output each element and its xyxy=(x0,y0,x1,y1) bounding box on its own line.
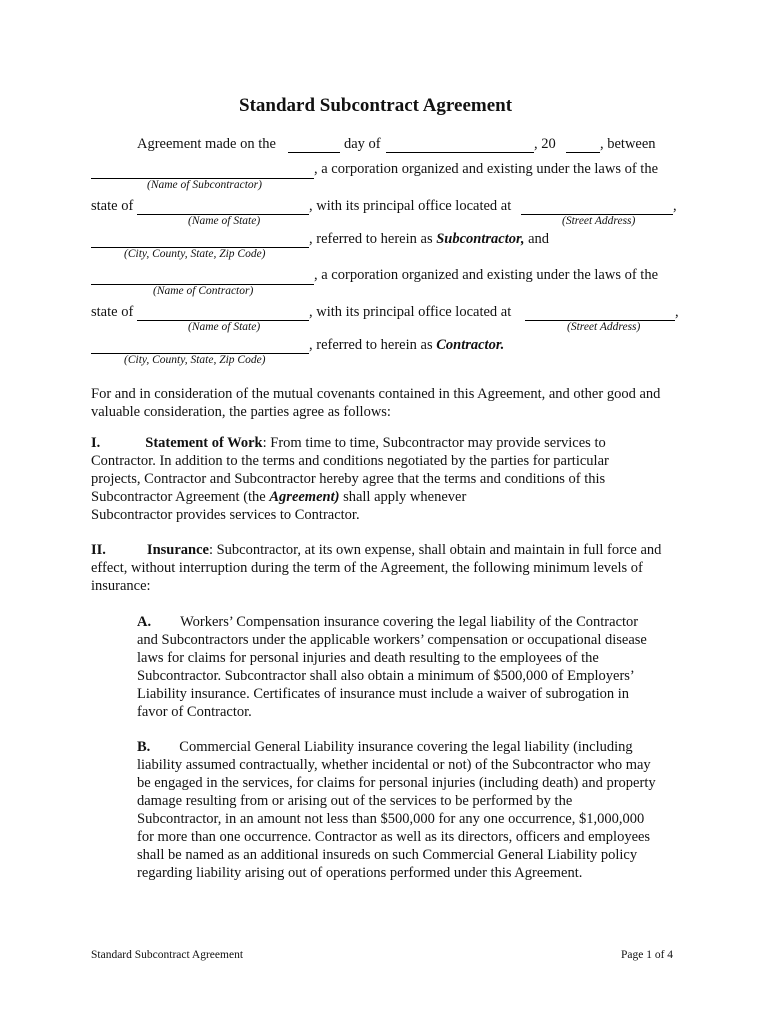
item-b-line1: Commercial General Liability insurance covering the legal liability (including xyxy=(179,739,633,755)
contractor-referred-text: , referred to herein as xyxy=(309,337,433,353)
subcontractor-office-text: , with its principal office located at xyxy=(309,198,512,214)
month-blank[interactable] xyxy=(386,152,534,153)
section1-agreement-term: Agreement) xyxy=(269,489,340,505)
subcontractor-city-caption: (City, County, State, Zip Code) xyxy=(124,248,266,260)
section2-line3: insurance: xyxy=(91,578,151,594)
item-b-line5: Subcontractor, in an amount not less than $500,000 for any one occurrence, $1,000,000 xyxy=(137,811,645,827)
contractor-street-caption: (Street Address) xyxy=(567,321,641,333)
section2-line2: effect, without interruption during the term of the Agreement, the following minimum levels of xyxy=(91,560,643,576)
subcontractor-referred-text: , referred to herein as xyxy=(309,231,433,247)
insurance-item-a xyxy=(137,613,697,721)
section1-line2: Contractor. In addition to the terms and conditions negotiated by the parties for particular xyxy=(91,453,609,469)
item-b-line3: be engaged in the services, for claims for personal injuries (including death) and property xyxy=(137,775,656,791)
section2-heading: Insurance xyxy=(146,542,209,558)
section1-line3: projects, Contractor and Subcontractor hereby agree that the terms and conditions of this xyxy=(91,471,606,487)
preamble-day-of: day of xyxy=(344,136,381,152)
consideration-paragraph: For and in consideration of the mutual covenants contained in this Agreement, and other good and valuable consideration, the parties agree as follows: xyxy=(91,386,661,420)
item-b-line6: for more than one occurrence. Contractor as well as its directors, officers and employees xyxy=(137,829,651,845)
section1-line4-b: shall apply whenever xyxy=(339,489,467,505)
item-a-line1: Workers’ Compensation insurance covering the legal liability of the Contractor xyxy=(180,614,639,630)
subcontractor-and-text: and xyxy=(528,231,550,247)
item-a-label: A. xyxy=(137,614,152,630)
day-blank[interactable] xyxy=(288,152,340,153)
contractor-city-caption: (City, County, State, Zip Code) xyxy=(124,354,266,366)
contractor-name-caption: (Name of Contractor) xyxy=(153,285,254,297)
subcontractor-corp-text: , a corporation organized and existing under the laws of the xyxy=(314,161,658,177)
year-blank[interactable] xyxy=(566,152,600,153)
item-a-line4: Subcontractor. Subcontractor shall also obtain a minimum of $500,000 of Employers’ xyxy=(137,668,635,684)
subcontractor-name-caption: (Name of Subcontractor) xyxy=(147,179,262,191)
section1-heading: Statement of Work xyxy=(145,435,263,451)
item-b-label: B. xyxy=(137,739,151,755)
section2-number: II. xyxy=(91,542,106,558)
preamble-year-prefix: , 20 xyxy=(534,136,556,152)
section1-line1: : From time to time, Subcontractor may provide services to xyxy=(262,435,606,451)
contractor-state-caption: (Name of State) xyxy=(188,321,261,333)
subcontractor-street-caption: (Street Address) xyxy=(562,215,636,227)
item-b-line2: liability assumed contractually, whether incidental or not) of the Subcontractor who may xyxy=(137,757,651,773)
section1-line4-a: Subcontractor Agreement (the xyxy=(91,489,270,505)
subcontractor-state-caption: (Name of State) xyxy=(188,215,261,227)
contractor-corp-text: , a corporation organized and existing under the laws of the xyxy=(314,267,658,283)
footer-page-number: Page 1 of 4 xyxy=(621,949,674,961)
item-b-line8: regarding liability arising out of operations performed under this Agreement. xyxy=(137,865,583,881)
subcontractor-role: Subcontractor, xyxy=(436,231,525,247)
item-b-line4: damage resulting from or arising out of the services to be performed by the xyxy=(137,793,573,809)
item-b-line7: shall be named as an additional insureds on such Commercial General Liability policy xyxy=(137,847,638,863)
item-a-line2: and Subcontractors under the applicable workers’ compensation or occupational disease xyxy=(137,632,647,648)
contractor-office-text: , with its principal office located at xyxy=(309,304,512,320)
section1-number: I. xyxy=(91,435,101,451)
preamble-made-on: Agreement made on the xyxy=(137,136,276,152)
contractor-role: Contractor. xyxy=(436,337,505,353)
section1-line5: Subcontractor provides services to Contractor. xyxy=(91,507,360,523)
subcontractor-referred-line xyxy=(309,231,549,248)
section2-line1: : Subcontractor, at its own expense, shall obtain and maintain in full force and xyxy=(208,542,662,558)
document-title: Standard Subcontract Agreement xyxy=(239,95,513,116)
item-a-line6: favor of Contractor. xyxy=(137,704,252,720)
insurance-item-b xyxy=(137,738,697,882)
item-a-line3: laws for claims for personal injuries and death resulting to the employees of the xyxy=(137,650,599,666)
section-statement-of-work xyxy=(91,434,691,524)
contractor-comma: , xyxy=(675,304,679,320)
contractor-referred-line xyxy=(309,337,504,354)
section-insurance xyxy=(91,541,691,595)
item-a-line5: Liability insurance. Certificates of insurance must include a waiver of subrogation in xyxy=(137,686,630,702)
footer-document-name: Standard Subcontract Agreement xyxy=(91,949,244,961)
subcontractor-state-of: state of xyxy=(91,198,134,214)
subcontractor-comma: , xyxy=(673,198,677,214)
contractor-state-of: state of xyxy=(91,304,134,320)
preamble-between: , between xyxy=(600,136,656,152)
